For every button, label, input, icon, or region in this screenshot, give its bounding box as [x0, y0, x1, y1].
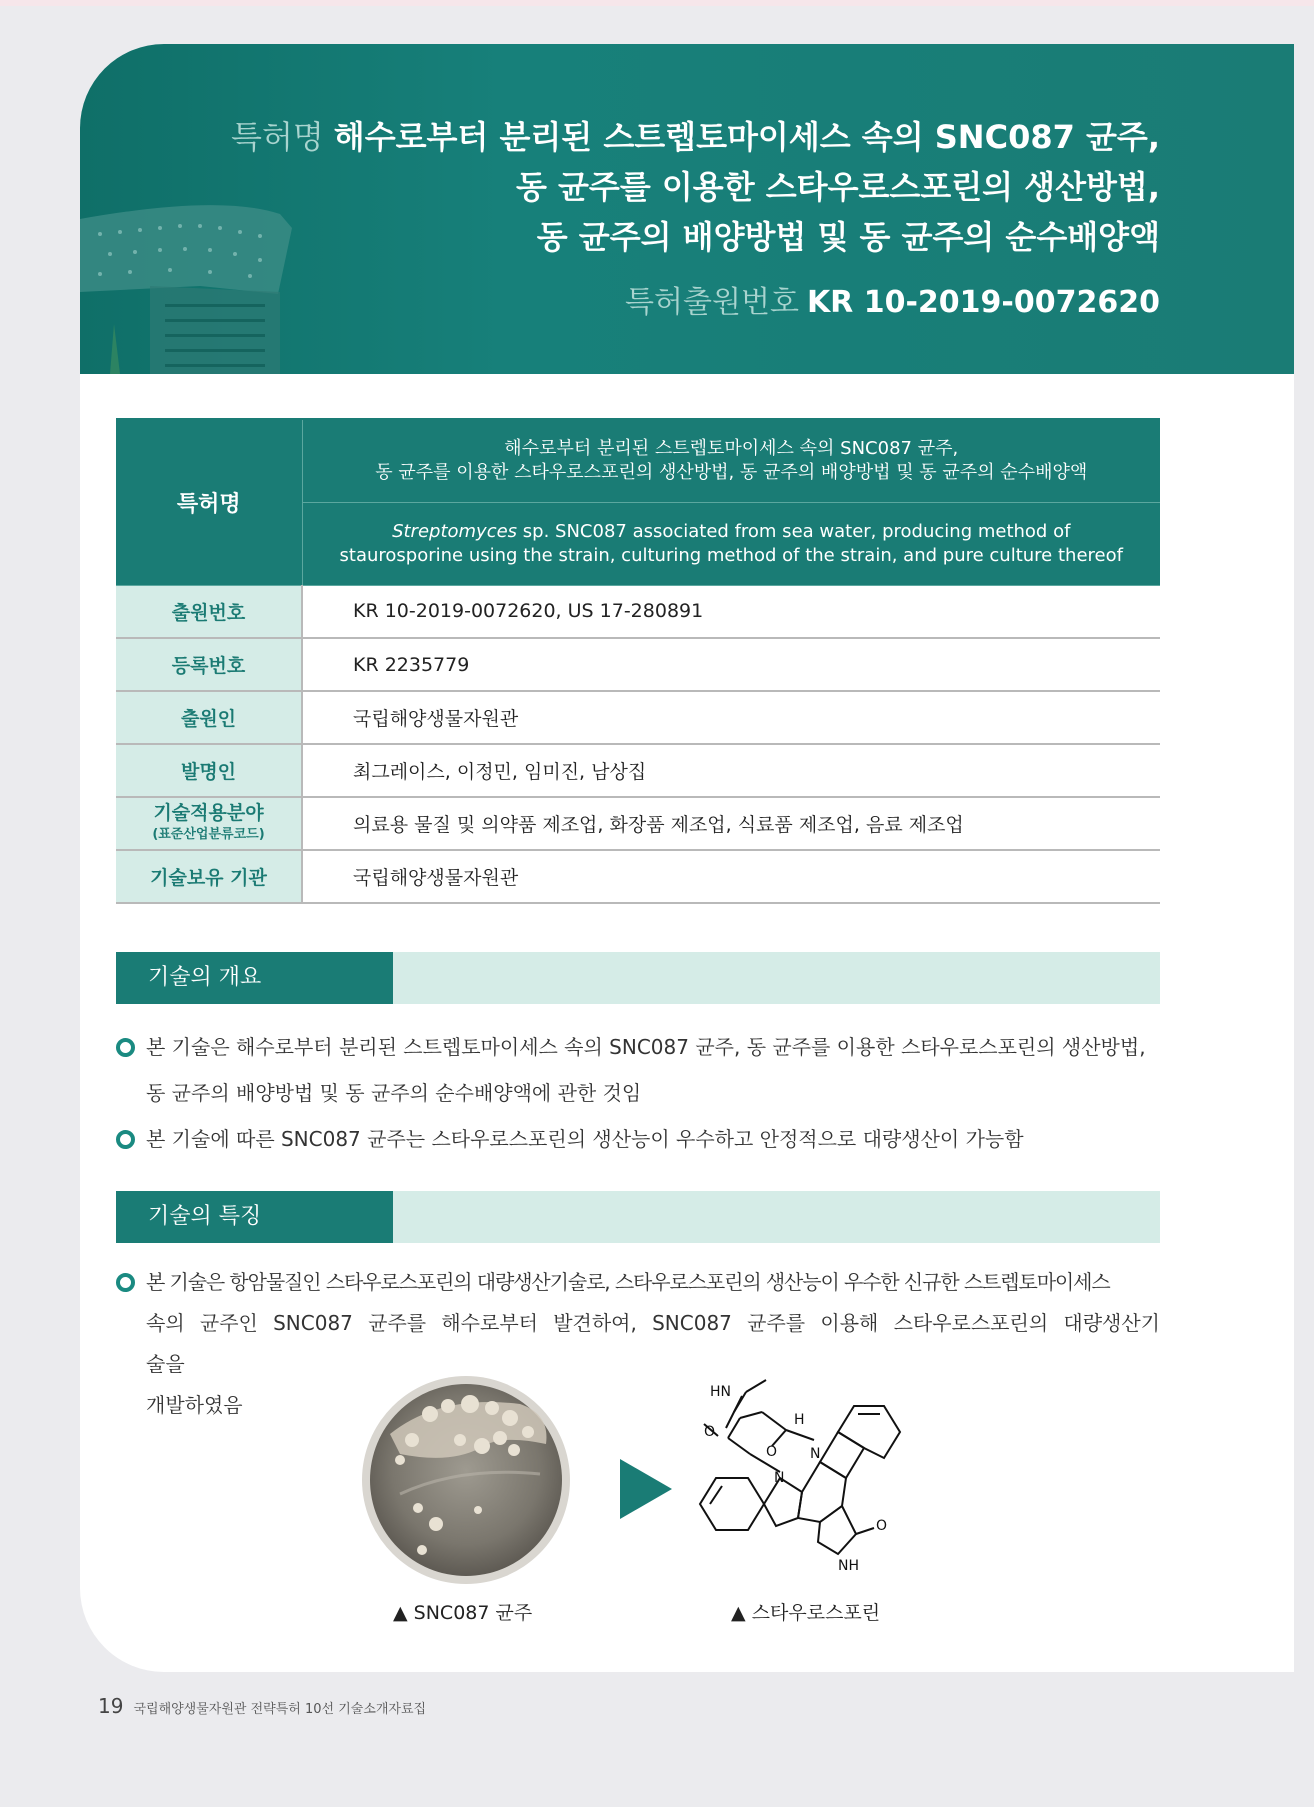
- mol-label-o-keto: O: [876, 1518, 888, 1534]
- ring-bullet-icon: [116, 1038, 135, 1057]
- bullet-text: 개발하였음: [146, 1393, 243, 1417]
- header-banner: [80, 44, 1294, 374]
- table-row: [116, 691, 1160, 744]
- mol-label-n2: N: [774, 1470, 785, 1486]
- section-features-header: [116, 1191, 1160, 1243]
- section-overview-header: [116, 952, 1160, 1004]
- patent-info-table: [116, 418, 1160, 904]
- page-card: [80, 44, 1294, 1672]
- mol-label-n1: N: [810, 1446, 821, 1462]
- mol-label-o-ring: O: [766, 1444, 778, 1460]
- table-row: [116, 585, 1160, 638]
- app-number: KR 10-2019-0072620: [806, 285, 1160, 320]
- table-row: [116, 744, 1160, 797]
- title-line-2: 동 균주를 이용한 스타우로스포린의 생산방법,: [515, 168, 1160, 206]
- ring-bullet-icon: [116, 1273, 135, 1292]
- top-strip: [0, 0, 1314, 6]
- row-value: 의료용 물질 및 의약품 제조업, 화장품 제조업, 식료품 제조업, 음료 제조업: [302, 797, 1160, 850]
- row-sublabel: (표준산업분류코드): [152, 826, 265, 842]
- patent-ko-line-2: 동 균주를 이용한 스타우로스포린의 생산방법, 동 균주의 배양방법 및 동 균주의 순수배양액: [375, 461, 1088, 483]
- page-footer: [98, 1694, 426, 1718]
- mol-label-h: H: [794, 1412, 805, 1428]
- petri-dish-image: [360, 1374, 572, 1586]
- row-value: 국립해양생물자원관: [302, 850, 1160, 903]
- footer-text: 국립해양생물자원관 전략특허 10선 기술소개자료집: [133, 1702, 427, 1717]
- bullet-text: 본 기술에 따른 SNC087 균주는 스타우로스포린의 생산능이 우수하고 안정적으로 대량생산이 가능함: [146, 1127, 1024, 1151]
- application-number: [625, 277, 1160, 321]
- section-overview-title: 기술의 개요: [116, 952, 393, 1004]
- table-row: [116, 797, 1160, 850]
- mol-label-nh: NH: [838, 1558, 859, 1574]
- table-row: [116, 419, 1160, 502]
- title-line-3: 동 균주의 배양방법 및 동 균주의 순수배양액: [536, 218, 1160, 256]
- row-label: 출원인: [116, 691, 302, 744]
- ring-bullet-icon: [116, 1130, 135, 1149]
- overview-bullets: [116, 1024, 1160, 1162]
- row-value: KR 2235779: [302, 638, 1160, 691]
- row-value: KR 10-2019-0072620, US 17-280891: [302, 585, 1160, 638]
- list-item: [116, 1024, 1160, 1116]
- bullet-text: 동 균주의 배양방법 및 동 균주의 순수배양액에 관한 것임: [146, 1081, 642, 1105]
- patent-ko-line-1: 해수로부터 분리된 스트렙토마이세스 속의 SNC087 균주,: [504, 437, 959, 459]
- row-value: 최그레이스, 이정민, 임미진, 남상집: [302, 744, 1160, 797]
- row-label: 출원번호: [116, 585, 302, 638]
- figure-caption-strain: ▲ SNC087 균주: [393, 1602, 533, 1624]
- patent-name-english: [302, 502, 1160, 585]
- list-item: [116, 1262, 1160, 1426]
- row-label: 발명인: [116, 744, 302, 797]
- row-label: 기술보유 기관: [116, 850, 302, 903]
- patent-name-label: 특허명: [116, 419, 302, 585]
- mol-label-o-methoxy: O: [704, 1424, 716, 1440]
- figure-caption-staurosporine: ▲ 스타우로스포린: [731, 1602, 881, 1624]
- patent-en-line-2: staurosporine using the strain, culturing method of the strain, and pure culture thereof: [339, 544, 1123, 566]
- table-row: [116, 850, 1160, 903]
- app-prefix: 특허출원번호: [625, 285, 799, 320]
- title-prefix: 특허명: [231, 118, 324, 156]
- header-title: [231, 112, 1160, 262]
- page-number: 19: [98, 1694, 124, 1718]
- row-value: 국립해양생물자원관: [302, 691, 1160, 744]
- bullet-text: 속의 균주인 SNC087 균주를 해수로부터 발견하여, SNC087 균주를 이용해 스타우로스포린의 대량생산기술을: [146, 1311, 1160, 1376]
- title-line-1: 해수로부터 분리된 스트렙토마이세스 속의 SNC087 균주,: [333, 118, 1160, 156]
- table-row: [116, 638, 1160, 691]
- bullet-text: 본 기술은 항암물질인 스타우로스포린의 대량생산기술로, 스타우로스포린의 생산능이 우수한 신규한 스트렙토마이세스: [146, 1270, 1110, 1294]
- section-features-title: 기술의 특징: [116, 1191, 393, 1243]
- row-label: [116, 797, 302, 850]
- species-italic: Streptomyces: [392, 520, 518, 542]
- bullet-text: 본 기술은 해수로부터 분리된 스트렙토마이세스 속의 SNC087 균주, 동 균주를 이용한 스타우로스포린의 생산방법,: [146, 1035, 1146, 1059]
- list-item: [116, 1116, 1160, 1162]
- staurosporine-structure: [690, 1374, 910, 1574]
- patent-name-korean: [302, 419, 1160, 502]
- row-label: 등록번호: [116, 638, 302, 691]
- patent-en-line-1: sp. SNC087 associated from sea water, producing method of: [517, 520, 1071, 542]
- arrow-right-icon: [620, 1459, 672, 1519]
- features-bullets: [116, 1262, 1160, 1426]
- mol-label-hn: HN: [710, 1384, 731, 1400]
- row-label-main: 기술적용분야: [153, 801, 264, 824]
